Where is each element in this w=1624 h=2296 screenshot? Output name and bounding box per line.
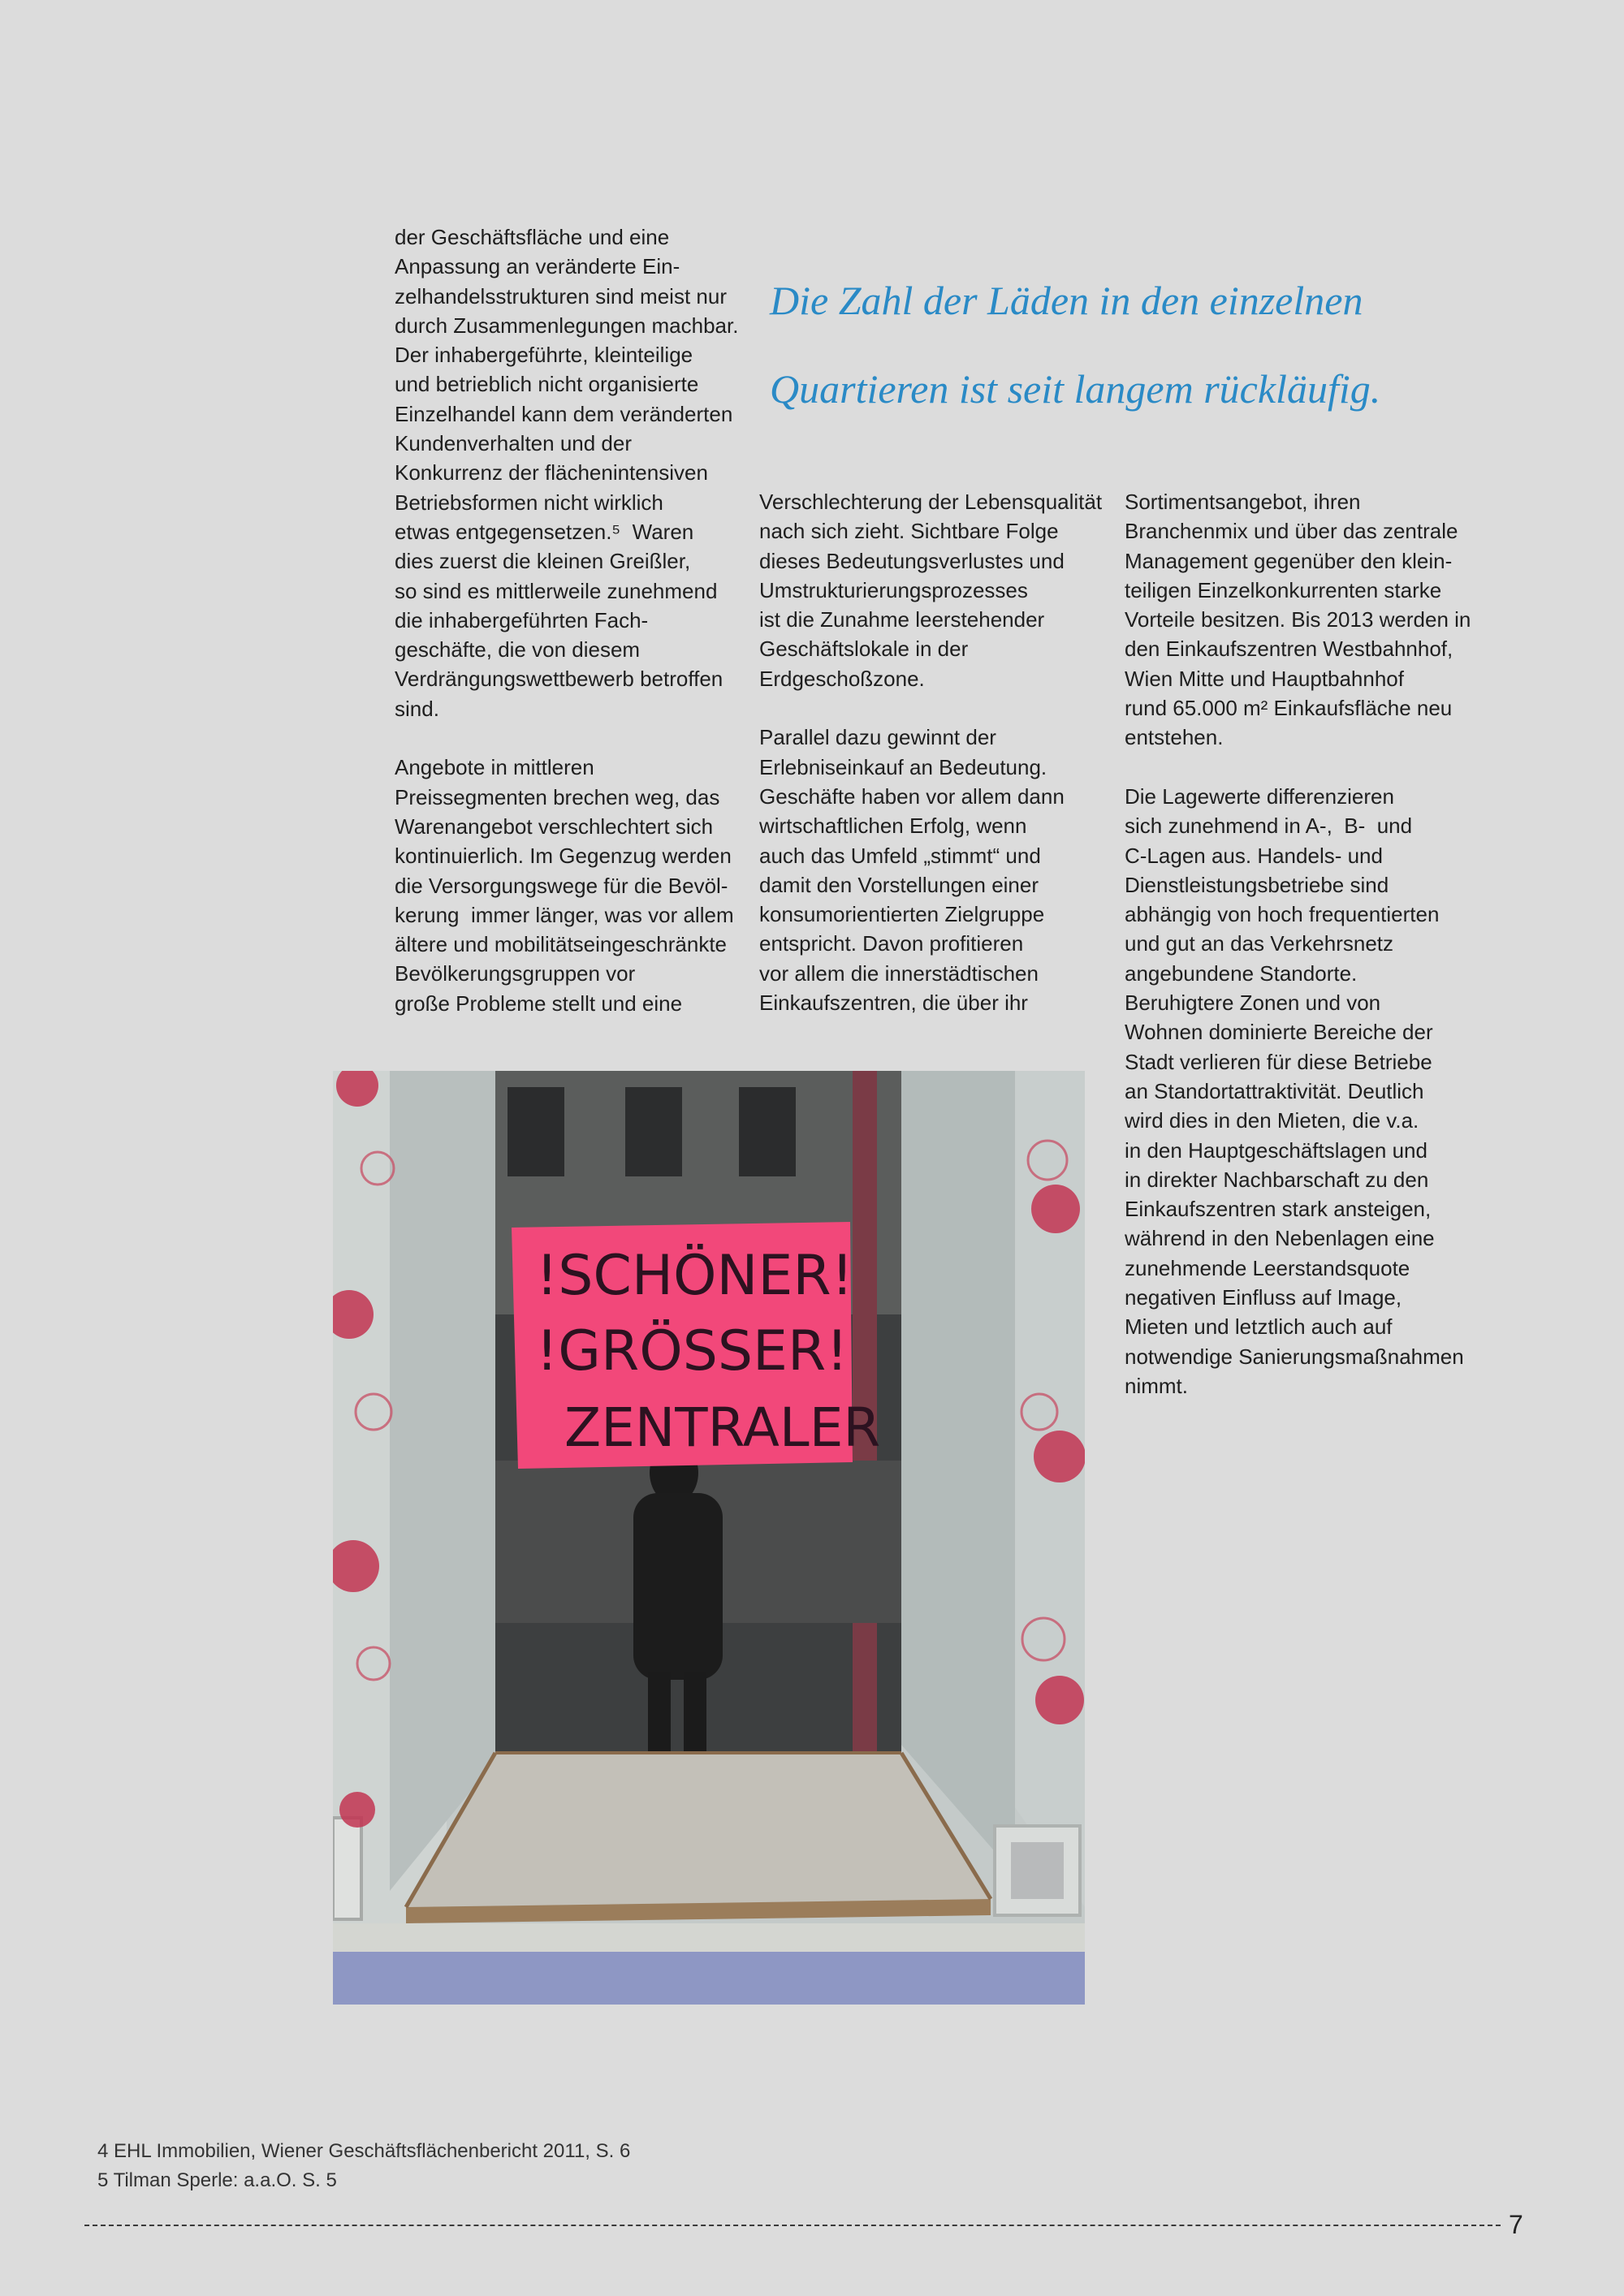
page-number: 7 [1509,2210,1523,2239]
body-text-column-2: Verschlechterung der Lebensqualität nach sich zieht. Sichtbare Folge dieses Bedeutungsverlustes und Umstrukturierungsprozesses ist die Zunahme leerstehender Geschäftslokale in der Erdgeschoßzone. Parallel dazu gewinnt der Erlebniseinkauf an Bedeutung. Geschäfte haben vor allem dann wirtschaftlichen Erfolg, wenn auch das Umfeld „stimmt“ und damit den Vorstellungen einer konsumorientierten Zielgruppe entspricht. Davon profitieren vor allem die innerstädtischen Einkaufszentren, die über ihr [759,490,1103,1016]
body-text-column-3: Sortimentsangebot, ihren Branchenmix und über das zentrale Management gegenüber den klein- teiligen Einzelkonkurrenten starke Vorteile besitzen. Bis 2013 werden in den Einkaufszentren Westbahnhof, Wien Mitte und Hauptbahnhof rund 65.000 m² Einkaufsfläche neu entstehen. Die Lagewerte differenzieren sich zunehmend in A-, B- und C-Lagen aus. Handels- und Dienstleistungsbetriebe sind abhängig von hoch frequentierten und gut an das Verkehrsnetz angebundene Standorte. Beruhigtere Zonen und von Wohnen dominierte Bereiche der Stadt verlieren für diese Betriebe an Standortattraktivität. Deutlich wird dies in den Mieten, die v.a. in den Hauptgeschäftslagen und in direkter Nachbarschaft zu den Einkaufszentren stark ansteigen, während in den Nebenlagen eine zunehmende Leerstandsquote negativen Einfluss auf Image, Mieten und letztlich auch auf notwendige Sanierungsmaßnahmen nimmt. [1125,490,1471,1398]
window-sign [512,1222,880,1469]
body-text-column-1: der Geschäftsfläche und eine Anpassung an veränderte Ein- zelhandelsstrukturen sind meist nur durch Zusammenlegungen machbar. Der inhabergeführte, kleinteilige und betrieblich nicht organisierte Einzelhandel kann dem veränderten Kundenverhalten und der Konkurrenz der flächenintensiven Betriebsformen nicht wirklich etwas entgegensetzen.⁵ Waren dies zuerst die kleinen Greißler, so sind es mittlerweile zunehmend die inhabergeführten Fach- geschäfte, die von diesem Verdrängungswettbewerb betroffen sind. Angebote in mittleren Preissegmenten brechen weg, das Warenangebot verschlechtert sich kontinuierlich. Im Gegenzug werden die Versorgungswege für die Bevöl- kerung immer länger, was vor allem ältere und mobilitätseingeschränkte Bevölkerungsgruppen vor große Probleme stellt und eine [395,225,739,1016]
shop-window-photo [333,1071,1085,2005]
sign-line-2: !GRÖSSER! [536,1319,849,1383]
footer-dashed-rule [84,2225,1501,2226]
footnotes: 4 EHL Immobilien, Wiener Geschäftsflächenbericht 2011, S. 6 5 Tilman Sperle: a.a.O. S. 5 [97,2140,631,2191]
sign-line-3: ZENTRALER [564,1396,881,1459]
pull-quote: Die Zahl der Läden in den einzelnen Quartieren ist seit langem rückläufig. [770,278,1381,412]
sign-line-1: !SCHÖNER! [536,1244,853,1308]
